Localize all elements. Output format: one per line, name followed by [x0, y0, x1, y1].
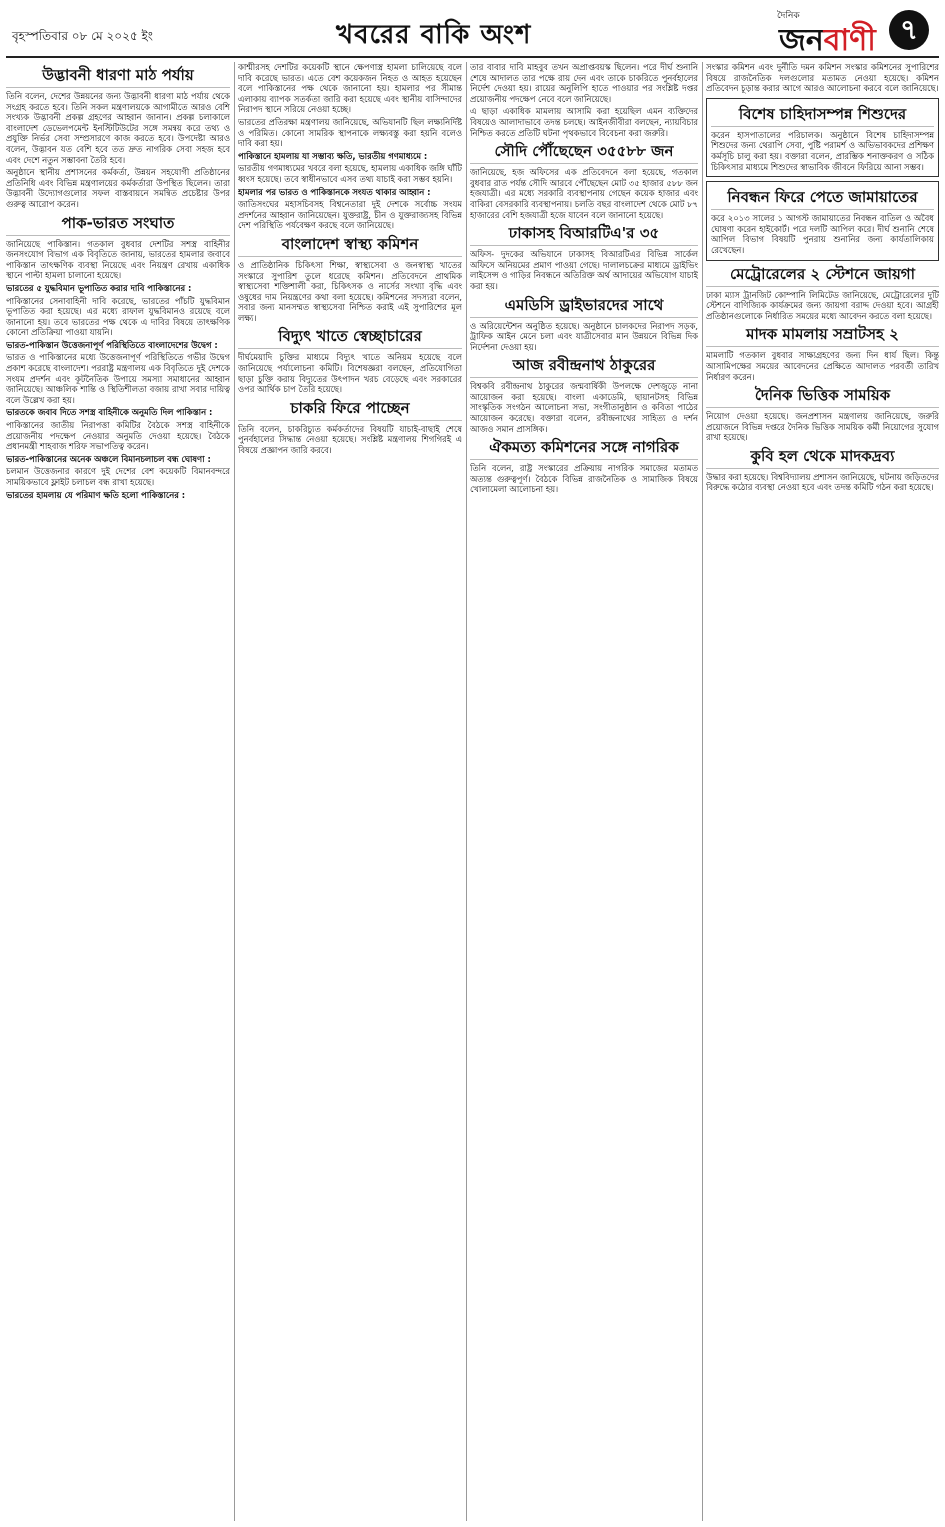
body-text: এ ছাড়া একাধিক মামলায় আসামি করা হয়েছিল এমন ব্যক্তিদের বিষয়েও আলাদাভাবে তদন্ত চলছে। আইনজীবীরা বলছেন, ন্যায়বিচার নিশ্চিত করতে প্রতিটি ঘটনা পৃথকভাবে বিবেচনা করা জরুরি। [470, 106, 698, 138]
headline: উদ্ভাবনী ধারণা মাঠ পর্যায় [6, 66, 230, 88]
column-4 [706, 62, 939, 1521]
body-text: তিনি বলেন, রাষ্ট্র সংস্কারের প্রক্রিয়ায় নাগরিক সমাজের মতামত অত্যন্ত গুরুত্বপূর্ণ। বৈঠকে বিভিন্ন রাজনৈতিক ও সামাজিক বিষয়ে খোলামেলা আলোচনা হয়। [470, 463, 698, 495]
headline: এমডিসি ড্রাইভারদের সাথে [470, 296, 698, 318]
boxed-story [706, 181, 939, 260]
body-text: ভারতের প্রতিরক্ষা মন্ত্রণালয় জানিয়েছে, অভিযানটি ছিল লক্ষ্যনির্দিষ্ট ও পরিমিত। কোনো সামরিক স্থাপনাকে লক্ষ্যবস্তু করা হয়নি বলেও দাবি করা হয়। [238, 116, 462, 149]
newspaper-logo [773, 8, 933, 58]
body-text: তার বাবার দাবি মাহবুব তখন অপ্রাপ্তবয়স্ক ছিলেন। পরে দীর্ঘ শুনানি শেষে আদালত তার পক্ষে রায় দেন এবং তাকে চাকরিতে পুনর্বহালের নির্দেশ দেওয়া হয়। রায়ের অনুলিপি হাতে পাওয়ার পর সংশ্লিষ্ট দপ্তর প্রয়োজনীয় পদক্ষেপ নেবে বলে জানিয়েছে। [470, 62, 698, 104]
subhead: ভারত-পাকিস্তানের অনেক অঞ্চলে বিমানচলাচল বন্ধ ঘোষণা : [6, 453, 211, 464]
body-text: ভারতীয় গণমাধ্যমের খবরে বলা হয়েছে, হামলায় একাধিক জঙ্গি ঘাঁটি ধ্বংস হয়েছে। তবে স্বাধীনভাবে এসব তথ্য যাচাই করা সম্ভব হয়নি। [238, 163, 462, 184]
section-title: খবরের বাকি অংশ [336, 20, 532, 50]
column-2 [238, 62, 462, 1521]
column-divider [466, 62, 467, 1521]
subhead: হামলার পর ভারত ও পাকিস্তানকে সংযত থাকার আহ্বান : [238, 186, 431, 197]
headline: বিদ্যুৎ খাতে স্বেচ্ছাচারের [238, 327, 462, 349]
body-text: জানিয়েছে, হজ অফিসের এক প্রতিবেদনে বলা হয়েছে, গতকাল বুধবার রাত পর্যন্ত সৌদি আরবে পৌঁছেছেন মোট ৩৫ হাজার ৫৮৮ জন হজযাত্রী। এর মধ্যে সরকারি ব্যবস্থাপনায় গেছেন কয়েক হাজার এবং বাকিরা বেসরকারি ব্যবস্থাপনায়। চলতি বছর বাংলাদেশ থেকে মোট ৮৭ হাজারের বেশি হজযাত্রী হজে যাবেন বলে জানানো হয়েছে। [470, 167, 698, 220]
logo-part-2: বাণী [823, 23, 876, 58]
boxed-story [706, 98, 939, 177]
headline: কুবি হল থেকে মাদকদ্রব্য [706, 447, 939, 469]
headline: আজ রবীন্দ্রনাথ ঠাকুরের [470, 356, 698, 378]
logo-part-1: জন [779, 23, 824, 58]
headline: পাক-ভারত সংঘাত [6, 214, 230, 236]
logo-small-text: দৈনিক [777, 11, 800, 21]
subhead: পাকিস্তানে হামলায় যা সম্ভাব্য ক্ষতি, ভারতীয় গণমাধ্যমে : [238, 150, 428, 161]
headline: বাংলাদেশ স্বাস্থ্য কমিশন [238, 235, 462, 257]
body-text: কাশ্মীরসহ দেশটির কয়েকটি স্থানে ক্ষেপণাস্ত্র হামলা চালিয়েছে বলে দাবি করেছে ভারত। এতে বেশ কয়েকজন নিহত ও আহত হয়েছেন বলে পাকিস্তানের পক্ষ থেকে জানানো হয়। হামলার পর সীমান্ত এলাকায় ব্যাপক সতর্কতা জারি করা হয়েছে এবং স্থানীয় বাসিন্দাদের নিরাপদ স্থানে সরিয়ে নেওয়া হচ্ছে। [238, 62, 462, 115]
body-text: তিনি বলেন, দেশের উন্নয়নের জন্য উদ্ভাবনী ধারণা মাঠ পর্যায় থেকে সংগ্রহ করতে হবে। তিনি সকল মন্ত্রণালয়কে আগামীতে আরও বেশি সংখ্যক উদ্ভাবনী প্রকল্প গ্রহণের আহ্বান জানান। প্রকল্প চলাকালে বাংলাদেশ ডেভেলপমেন্ট ইনস্টিটিউটের সঙ্গে সমন্বয় করে তথ্য ও প্রযুক্তি নির্ভর সেবা সম্প্রসারণে কাজ করতে হবে। উপদেষ্টা আরও বলেন, উদ্ভাবন যত বেশি হবে তত দ্রুত নাগরিক সেবা সহজ হবে এবং দেশে নতুন সম্ভাবনা তৈরি হবে। [6, 91, 230, 165]
subhead: ভারতের হামলায় যে পরিমাণ ক্ষতি হলো পাকিস্তানের : [6, 489, 186, 500]
masthead [6, 8, 939, 58]
headline: ঢাকাসহ বিআরটিএ'র ৩৫ [470, 224, 698, 246]
headline: বিশেষ চাহিদাসম্পন্ন শিশুদের [711, 105, 934, 127]
subhead: ভারত-পাকিস্তান উত্তেজনাপূর্ণ পরিস্থিতিতে বাংলাদেশের উদ্বেগ : [6, 339, 218, 350]
issue-date: বৃহস্পতিবার ০৮ মে ২০২৫ ইং [12, 29, 153, 43]
body-text: জাতিসংঘের মহাসচিবসহ বিশ্বনেতারা দুই দেশকে সর্বোচ্চ সংযম প্রদর্শনের আহ্বান জানিয়েছেন। যুক্তরাষ্ট্র, চীন ও যুক্তরাজ্যসহ বিভিন্ন দেশ পরিস্থিতি পর্যবেক্ষণ করছে বলে জানিয়েছে। [238, 199, 462, 231]
headline: চাকরি ফিরে পাচ্ছেন [238, 399, 462, 421]
page-number: ৭ [889, 10, 929, 50]
subhead: ভারতের ৫ যুদ্ধবিমান ভূপাতিত করার দাবি পাকিস্তানের : [6, 282, 192, 293]
column-3 [470, 62, 698, 1521]
headline: মেট্রোরেলের ২ স্টেশনে জায়গা [706, 265, 939, 287]
headline: দৈনিক ভিত্তিক সাময়িক [706, 386, 939, 408]
body-text: নিয়োগ দেওয়া হয়েছে। জনপ্রশাসন মন্ত্রণালয় জানিয়েছে, জরুরি প্রয়োজনে বিভিন্ন দপ্তরে দৈনিক ভিত্তিক সাময়িক কর্মী নিয়োগের সুযোগ রাখা হয়েছে। [706, 411, 939, 443]
body-text: বিশ্বকবি রবীন্দ্রনাথ ঠাকুরের জন্মবার্ষিকী উপলক্ষে দেশজুড়ে নানা আয়োজন করা হয়েছে। বাংলা একাডেমি, ছায়ানটসহ বিভিন্ন সাংস্কৃতিক সংগঠন আলোচনা সভা, সংগীতানুষ্ঠান ও কবিতা পাঠের আয়োজন করেছে। বক্তারা বলেন, রবীন্দ্রনাথের সাহিত্য ও দর্শন আজও সমান প্রাসঙ্গিক। [470, 381, 698, 434]
body-text: উদ্ধার করা হয়েছে। বিশ্ববিদ্যালয় প্রশাসন জানিয়েছে, ঘটনায় জড়িতদের বিরুদ্ধে কঠোর ব্যবস্থা নেওয়া হবে এবং তদন্ত কমিটি গঠন করা হয়েছে। [706, 471, 939, 493]
column-divider [702, 62, 703, 1521]
body-text: তিনি বলেন, চাকরিচ্যুত কর্মকর্তাদের বিষয়টি যাচাই-বাছাই শেষে পুনর্বহালের সিদ্ধান্ত নেওয়া হয়েছে। সংশ্লিষ্ট মন্ত্রণালয় শিগগিরই এ বিষয়ে প্রজ্ঞাপন জারি করবে। [238, 423, 462, 456]
body-text: চলমান উত্তেজনার কারণে দুই দেশের বেশ কয়েকটি বিমানবন্দরে সাময়িকভাবে ফ্লাইট চলাচল বন্ধ রাখা হয়েছে। [6, 466, 230, 487]
logo-name [779, 16, 876, 67]
body-text: মামলাটি গতকাল বুধবার সাক্ষ্যগ্রহণের জন্য দিন ধার্য ছিল। কিন্তু আসামিপক্ষের সময়ের আবেদনের প্রেক্ষিতে আদালত পরবর্তী তারিখ নির্ধারণ করেন। [706, 350, 939, 382]
body-text: পাকিস্তানের জাতীয় নিরাপত্তা কমিটির বৈঠকে সশস্ত্র বাহিনীকে প্রয়োজনীয় পদক্ষেপ নেওয়ার অনুমতি দেওয়া হয়েছে। বৈঠকে প্রধানমন্ত্রী শাহবাজ শরিফ সভাপতিত্ব করেন। [6, 420, 230, 452]
headline: নিবন্ধন ফিরে পেতে জামায়াতের [711, 188, 934, 210]
body-text: করেন হাসপাতালের পরিচালক। অনুষ্ঠানে বিশেষ চাহিদাসম্পন্ন শিশুদের জন্য থেরাপি সেবা, পুষ্টি পরামর্শ ও অভিভাবকদের প্রশিক্ষণ কর্মসূচি চালু করা হয়। বক্তারা বলেন, প্রারম্ভিক শনাক্তকরণ ও সঠিক চিকিৎসার মাধ্যমে শিশুদের স্বাভাবিক জীবনে ফিরিয়ে আনা সম্ভব। [711, 129, 934, 172]
headline: সৌদি পৌঁছেছেন ৩৫৫৮৮ জন [470, 142, 698, 164]
body-text: ও প্রাতিষ্ঠানিক চিকিৎসা শিক্ষা, স্বাস্থ্যসেবা ও জনস্বাস্থ্য খাতের সংস্কারে সুপারিশ তুলে ধরেছে কমিশন। প্রতিবেদনে প্রাথমিক স্বাস্থ্যসেবা শক্তিশালী করা, চিকিৎসক ও নার্সের সংখ্যা বৃদ্ধি এবং ওষুধের দাম নিয়ন্ত্রণের কথা বলা হয়েছে। কমিশনের সদস্যরা বলেন, সবার জন্য মানসম্মত স্বাস্থ্যসেবা নিশ্চিত করাই এই সুপারিশের মূল লক্ষ্য। [238, 259, 462, 323]
body-text: ঢাকা ম্যাস ট্রানজিট কোম্পানি লিমিটেড জানিয়েছে, মেট্রোরেলের দুটি স্টেশনে বাণিজ্যিক কার্যক্রমের জন্য জায়গা বরাদ্দ দেওয়া হবে। আগ্রহী প্রতিষ্ঠানগুলোকে নির্ধারিত সময়ের মধ্যে আবেদন করতে বলা হয়েছে। [706, 289, 939, 321]
headline: ঐকমত্য কমিশনের সঙ্গে নাগরিক [470, 438, 698, 460]
subhead: ভারতকে জবাব দিতে সশস্ত্র বাহিনীকে অনুমতি দিল পাকিস্তান : [6, 407, 213, 418]
body-text: ভারত ও পাকিস্তানের মধ্যে উত্তেজনাপূর্ণ পরিস্থিতিতে গভীর উদ্বেগ প্রকাশ করেছে বাংলাদেশ। পররাষ্ট্র মন্ত্রণালয় এক বিবৃতিতে দুই দেশকে সংযম প্রদর্শন এবং কূটনৈতিক উপায়ে সমস্যা সমাধানের আহ্বান জানিয়েছে। আঞ্চলিক শান্তি ও স্থিতিশীলতা বজায় রাখা সবার দায়িত্ব বলে উল্লেখ করা হয়। [6, 352, 230, 405]
body-text: পাকিস্তানের সেনাবাহিনী দাবি করেছে, ভারতের পাঁচটি যুদ্ধবিমান ভূপাতিত করা হয়েছে। এর মধ্যে রাফাল যুদ্ধবিমানও রয়েছে বলে জানানো হয়। তবে ভারতের পক্ষ থেকে এ দাবির বিষয়ে তাৎক্ষণিক কোনো প্রতিক্রিয়া পাওয়া যায়নি। [6, 295, 230, 338]
body-text: অনুষ্ঠানে স্থানীয় প্রশাসনের কর্মকর্তা, উন্নয়ন সহযোগী প্রতিষ্ঠানের প্রতিনিধি এবং বিভিন্ন মন্ত্রণালয়ের কর্মকর্তারা উপস্থিত ছিলেন। তারা উদ্ভাবনী উদ্যোগগুলোর সফল বাস্তবায়নে সমন্বিত প্রচেষ্টার উপর গুরুত্ব আরোপ করেন। [6, 167, 230, 209]
column-1 [6, 62, 230, 1521]
body-text: দীর্ঘমেয়াদি চুক্তির মাধ্যমে বিদ্যুৎ খাতে অনিয়ম হয়েছে বলে জানিয়েছে পর্যালোচনা কমিটি। বিশেষজ্ঞরা বলছেন, প্রতিযোগিতা ছাড়া চুক্তি করায় বিদ্যুতের উৎপাদন খরচ বেড়েছে এবং সরকারের ওপর আর্থিক চাপ তৈরি হয়েছে। [238, 352, 462, 395]
body-text: জানিয়েছে পাকিস্তান। গতকাল বুধবার দেশটির সশস্ত্র বাহিনীর জনসংযোগ বিভাগ এক বিবৃতিতে জানায়, ভারতের হামলার জবাবে পাকিস্তান তাৎক্ষণিক ব্যবস্থা নিয়েছে এবং নিয়ন্ত্রণ রেখায় একাধিক স্থানে পাল্টা হামলা চালানো হয়েছে। [6, 238, 230, 281]
body-text: অফিস- দুদকের অভিযানে ঢাকাসহ বিআরটিএর বিভিন্ন সার্কেল অফিসে অনিয়মের প্রমাণ পাওয়া গেছে। দালালচক্রের মাধ্যমে ড্রাইভিং লাইসেন্স ও গাড়ির নিবন্ধনে অতিরিক্ত অর্থ আদায়ের অভিযোগ যাচাই করা হয়। [470, 249, 698, 291]
body-text: করে ২০১৩ সালের ১ আগস্ট জামায়াতের নিবন্ধন বাতিল ও অবৈধ ঘোষণা করেন হাইকোর্ট। পরে দলটি আপিল করে। দীর্ঘ শুনানি শেষে আপিল বিভাগ বিষয়টি পুনরায় শুনানির জন্য কার্যতালিকায় রেখেছেন। [711, 213, 934, 255]
body-text: সংস্কার কমিশন এবং দুর্নীতি দমন কমিশন সংস্কার কমিশনের সুপারিশের বিষয়ে রাজনৈতিক দলগুলোর মতামত নেওয়া হয়েছে। কমিশন প্রতিবেদন চূড়ান্ত করার আগে আরও আলোচনা করবে বলে জানিয়েছে। [706, 62, 939, 94]
headline: মাদক মামলায় সম্রাটসহ ২ [706, 325, 939, 347]
body-text: ও অরিয়েন্টেশন অনুষ্ঠিত হয়েছে। অনুষ্ঠানে চালকদের নিরাপদ সড়ক, ট্রাফিক আইন মেনে চলা এবং যাত্রীসেবার মান উন্নয়নে বিভিন্ন দিক নির্দেশনা দেওয়া হয়। [470, 320, 698, 352]
column-divider [234, 62, 235, 1521]
